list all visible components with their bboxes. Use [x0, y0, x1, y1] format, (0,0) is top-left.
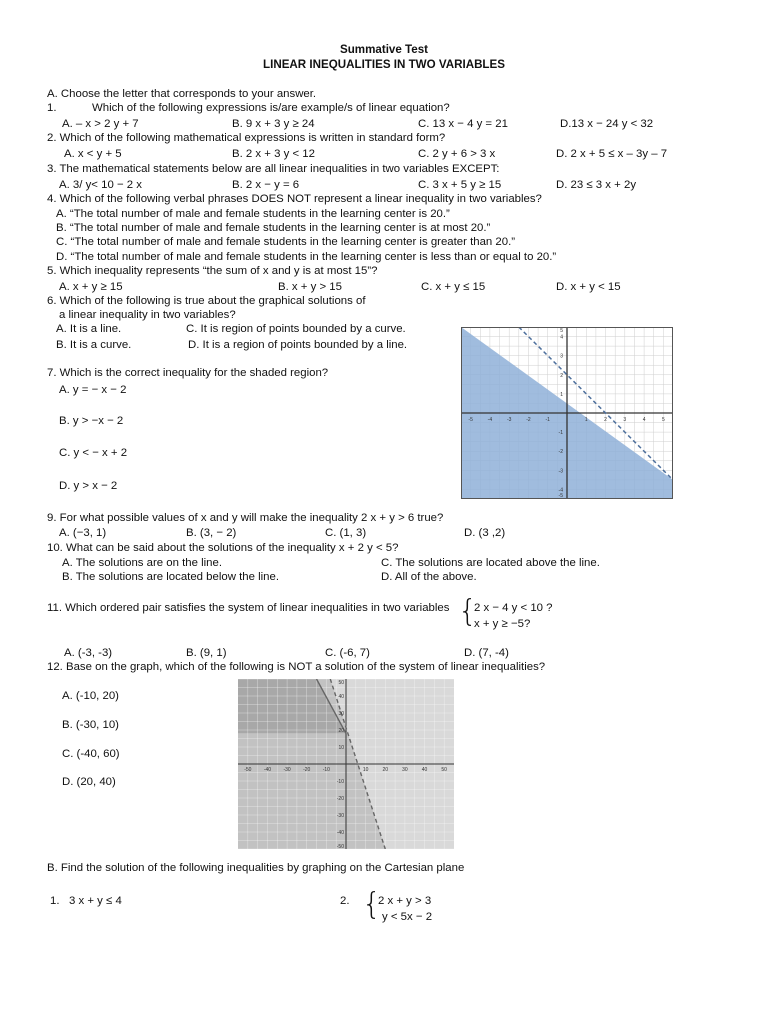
q6-choice-b: B. It is a curve.	[56, 339, 132, 351]
q9-choice-a: A. (−3, 1)	[59, 527, 107, 539]
q1-choice-d: D.13 x − 24 y < 32	[560, 118, 654, 130]
q4-choice-c: C. “The total number of male and female students in the learning center is greater than 20.”	[56, 236, 516, 248]
q12-choice-b: B. (-30, 10)	[62, 719, 119, 731]
y-tick-label: 3	[560, 353, 563, 360]
q12-choice-c: C. (-40, 60)	[62, 748, 120, 760]
y-tick-label: 30	[338, 711, 344, 717]
q4-text: 4. Which of the following verbal phrases DOES NOT represent a linear inequality in two variables?	[47, 193, 542, 205]
q9-choice-b: B. (3, − 2)	[186, 527, 237, 539]
part-a-instruction: A. Choose the letter that corresponds to your answer.	[47, 88, 317, 100]
q9-choice-c: C. (1, 3)	[325, 527, 367, 539]
y-tick-label: -10	[336, 779, 344, 785]
y-tick-label: -2	[558, 449, 563, 456]
x-tick-label: -50	[244, 767, 252, 773]
y-tick-label: -20	[336, 796, 344, 802]
q6-text-line2: a linear inequality in two variables?	[59, 309, 236, 321]
q4-choice-a: A. “The total number of male and female students in the learning center is 20.”	[56, 208, 450, 220]
y-tick-label: -40	[336, 830, 344, 836]
system-brace: {	[458, 594, 478, 629]
q11-inequality-1: 2 x − 4 y < 10 ?	[474, 602, 553, 614]
x-tick-label: 5	[661, 417, 665, 423]
q10-choice-b: B. The solutions are located below the line.	[62, 571, 279, 583]
x-tick-label: -2	[526, 417, 531, 423]
problem-1-inequality: 3 x + y ≤ 4	[69, 895, 122, 907]
x-tick-label: 30	[402, 767, 408, 773]
q10-choice-d: D. All of the above.	[381, 571, 477, 583]
q4-choice-b: B. “The total number of male and female students in the learning center is at most 20.”	[56, 222, 491, 234]
q7-choice-b: B. y > −x − 2	[59, 415, 124, 427]
y-tick-label: -50	[336, 844, 344, 849]
q1-choice-c: C. 13 x − 4 y = 21	[418, 118, 508, 130]
shaded-region-graph	[461, 327, 673, 499]
x-tick-label: -1	[545, 417, 550, 423]
q1-choice-b: B. 9 x + 3 y ≥ 24	[232, 118, 315, 130]
q11-inequality-2: x + y ≥ −5?	[474, 618, 531, 630]
x-tick-label: 4	[642, 417, 646, 423]
q3-choice-a: A. 3/ y< 10 − 2 x	[59, 179, 142, 191]
q3-choice-d: D. 23 ≤ 3 x + 2y	[556, 179, 637, 191]
q10-choice-c: C. The solutions are located above the line.	[381, 557, 600, 569]
x-tick-label: -30	[283, 767, 291, 773]
x-tick-label: 20	[382, 767, 389, 773]
y-tick-label: 40	[338, 694, 344, 700]
q5-choice-d: D. x + y < 15	[556, 281, 621, 293]
y-tick-label: 5	[560, 328, 563, 334]
q11-choice-c: C. (-6, 7)	[325, 647, 370, 659]
x-tick-label: -3	[506, 417, 512, 423]
y-tick-label: 4	[560, 334, 563, 341]
x-tick-label: 2	[604, 417, 607, 423]
q4-choice-d: D. “The total number of male and female students in the learning center is less than or equal to 20.”	[56, 251, 557, 263]
q7-choice-c: C. y < − x + 2	[59, 447, 128, 459]
y-tick-label: 10	[338, 745, 344, 751]
q7-choice-a: A. y = − x − 2	[59, 384, 127, 396]
problem-2-inequality-1: 2 x + y > 3	[378, 895, 432, 907]
q9-choice-d: D. (3 ,2)	[464, 527, 506, 539]
q10-text: 10. What can be said about the solutions of the inequality x + 2 y < 5?	[47, 542, 399, 554]
y-tick-label: 20	[338, 728, 344, 734]
system-graph	[238, 679, 454, 849]
q2-text: 2. Which of the following mathematical expressions is written in standard form?	[47, 132, 446, 144]
y-tick-label: -30	[336, 813, 344, 819]
q2-choice-d: D. 2 x + 5 ≤ x – 3y – 7	[556, 148, 668, 160]
q7-choice-d: D. y > x − 2	[59, 480, 118, 492]
page-title: Summative Test	[339, 43, 429, 56]
q12-choice-a: A. (-10, 20)	[62, 690, 119, 702]
q6-text-line1: 6. Which of the following is true about the graphical solutions of	[47, 295, 366, 307]
problem-2-inequality-2: y < 5x − 2	[382, 911, 433, 923]
x-tick-label: 40	[421, 767, 428, 773]
q12-choice-d: D. (20, 40)	[62, 776, 116, 788]
q11-choice-d: D. (7, -4)	[464, 647, 509, 659]
q3-choice-b: B. 2 x − y = 6	[232, 179, 300, 191]
q5-text: 5. Which inequality represents “the sum of x and y is at most 15”?	[47, 265, 378, 277]
q6-choice-d: D. It is a region of points bounded by a line.	[188, 339, 408, 351]
x-tick-label: -5	[468, 417, 473, 423]
q1-choice-a: A. – x > 2 y + 7	[62, 118, 139, 130]
x-tick-label: -40	[263, 767, 272, 773]
problem-2-number: 2.	[340, 895, 350, 907]
q11-choice-b: B. (9, 1)	[186, 647, 227, 659]
x-tick-label: 1	[584, 417, 588, 423]
q2-choice-a: A. x < y + 5	[64, 148, 122, 160]
q2-choice-c: C. 2 y + 6 > 3 x	[418, 148, 496, 160]
q6-choice-a: A. It is a line.	[56, 323, 122, 335]
q3-text: 3. The mathematical statements below are all linear inequalities in two variables EXCEPT:	[47, 163, 500, 175]
q1-number: 1.	[47, 102, 57, 114]
y-tick-label: 50	[338, 680, 344, 686]
x-tick-label: -20	[303, 767, 311, 773]
x-tick-label: 50	[441, 767, 447, 773]
x-tick-label: 10	[362, 767, 369, 773]
q1-text: Which of the following expressions is/are example/s of linear equation?	[92, 102, 450, 114]
y-tick-label: -4	[558, 487, 563, 494]
page-subtitle: LINEAR INEQUALITIES IN TWO VARIABLES	[263, 58, 505, 71]
problem-1-number: 1.	[50, 895, 60, 907]
x-tick-label: -10	[322, 767, 330, 773]
q5-choice-b: B. x + y > 15	[278, 281, 342, 293]
q12-text: 12. Base on the graph, which of the following is NOT a solution of the system of linear inequalities?	[47, 661, 546, 673]
q5-choice-a: A. x + y ≥ 15	[59, 281, 123, 293]
x-tick-label: 3	[623, 417, 627, 423]
y-tick-label: 1	[560, 391, 563, 398]
y-tick-label: -3	[558, 468, 563, 475]
q11-text: 11. Which ordered pair satisfies the system of linear inequalities in two variables	[47, 602, 450, 614]
q3-choice-c: C. 3 x + 5 y ≥ 15	[418, 179, 502, 191]
system-brace: {	[362, 887, 382, 922]
q10-choice-a: A. The solutions are on the line.	[62, 557, 222, 569]
y-tick-label: -5	[558, 493, 563, 499]
x-tick-label: -4	[487, 417, 493, 423]
y-tick-label: -1	[558, 430, 563, 437]
q2-choice-b: B. 2 x + 3 y < 12	[232, 148, 315, 160]
part-b-instruction: B. Find the solution of the following inequalities by graphing on the Cartesian plane	[47, 862, 465, 874]
q5-choice-c: C. x + y ≤ 15	[421, 281, 486, 293]
q7-text: 7. Which is the correct inequality for the shaded region?	[47, 367, 329, 379]
q11-choice-a: A. (-3, -3)	[64, 647, 113, 659]
q6-choice-c: C. It is region of points bounded by a curve.	[186, 323, 406, 335]
y-tick-label: 2	[560, 372, 563, 379]
q9-text: 9. For what possible values of x and y will make the inequality 2 x + y > 6 true?	[47, 512, 444, 524]
